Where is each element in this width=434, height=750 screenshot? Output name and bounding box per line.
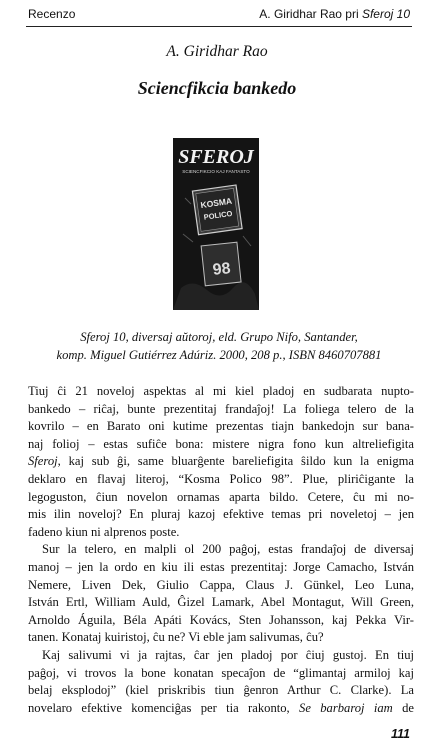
text-line: Nemere, Liven Dek, Giulio Cappa, Claus J. Günkel, Leo Luna, [28,577,414,592]
caption-line-2: komp. Miguel Gutiérrez Adúriz. 2000, 208 p., ISBN 8460707881 [56,348,382,362]
text-line: Sur la telero, en malpli ol 200 paĝoj, estas frandaĵoj de diversaj [42,542,414,557]
cover-subtitle: SCIENCFIKCIO KAJ FANTASTO [182,169,250,174]
header-section: Recenzo [28,7,76,21]
text-line: belaj eksplodoj” (kiel priskribis tiun ĝenron Arthur C. Clarke). La [28,683,414,698]
text-line: naj folioj – estas sufiĉe bona: mistere nigra fono kun altreliefigita [28,436,414,451]
running-header [28,7,410,25]
header-article-book: Sferoj 10 [361,7,410,21]
caption-line-1: Sferoj 10, diversaj aŭtoroj, eld. Grupo Nifo, Santander, [80,330,358,344]
text-line: bankedo – riĉaj, bunte prezentitaj frandaĵoj! La foliega telero de la [28,401,414,416]
header-rule [26,26,412,27]
book-cover-image [173,138,259,310]
text-line: legoguston, ĉiun novelon ornamas aparta bildo. Cetere, ĉu mi no- [28,489,414,504]
text-line: kovrilo – en Barato oni kutime prezentas tiajn bankedojn sur bana- [28,419,414,434]
text-line: manoj – jen la ordo en kiu ili estas prezentitaj: Jorge Camacho, István [28,559,414,574]
cover-number: 98 [211,260,232,279]
story-title-italic: Se barbaroj iam [299,700,393,715]
text-line: paĝoj, vi trovos la bone konatan specaĵon de “glimantaj armiloj kaj [28,665,414,680]
article-author: A. Giridhar Rao [166,43,268,60]
article-title: Sciencfikcia bankedo [137,78,297,98]
text-fragment: de [392,700,414,715]
book-title-italic: Sferoj [28,454,58,469]
text-line: tanen. Konataj kuiristoj, ĉu ne? Vi eble jam salivumas, ĉu? [28,630,324,645]
text-line: deklaro en flavaj literoj, “Kosma Polico 98”. Plue, pliriĉigante la [28,471,414,486]
cover-sign-line2: POLICO [203,208,233,222]
text-fragment: novelaro efektive komenciĝas per tia rakonto, [28,700,300,715]
text-line: Arnoldo Águila, Béla Apáti Kovács, Sten Johansson, kaj Pekka Vir- [28,612,414,627]
text-fragment: , kaj sub ĝi, same bluarĝente bareliefigita ŝildo kun la enigma [57,454,414,469]
article-body [28,383,414,717]
text-line: fadeno kiun ni alprenos poste. [28,524,180,539]
paragraph-3 [28,647,414,717]
paragraph-1 [28,383,414,541]
text-line: Kaj salivumi vi ja rajtas, ĉar jen pladoj por ĉiuj gustoj. En tiuj [42,647,414,662]
text-line: mis ilin noveloj? En pluraj kazoj efektive temas pri noveletoj – jen [28,507,414,522]
book-caption [34,328,404,364]
text-line: Tiuj ĉi 21 noveloj aspektas al mi kiel pladoj en sudbarata nupto- [28,384,414,398]
cover-sign-line1: KOSMA [199,195,233,211]
text-line [28,453,414,471]
cover-logo: SFEROJ [178,146,254,168]
text-line [28,700,414,718]
header-article-prefix: A. Giridhar Rao pri [259,7,362,21]
header-article-ref [259,7,410,21]
page-number: 111 [390,727,410,741]
text-line: István Ertl, William Auld, Ĝizel Lamark, Abel Montagut, Will Green, [28,595,414,610]
book-cover-art [173,138,259,310]
paragraph-2 [28,541,414,647]
